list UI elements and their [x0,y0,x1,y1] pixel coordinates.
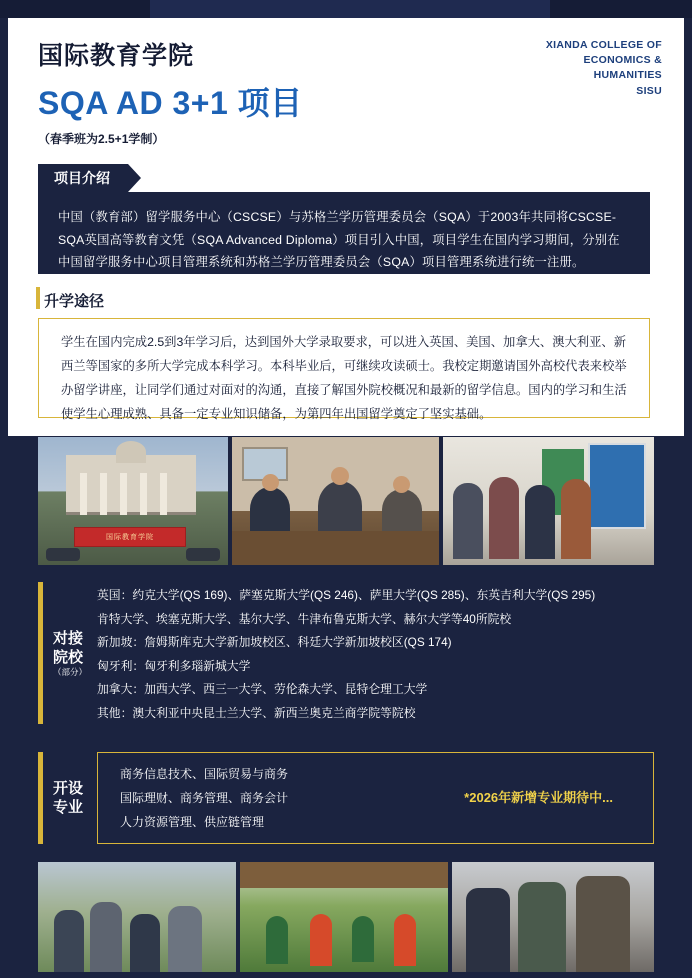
college-line-4: SISU [636,84,662,97]
page-title-cn: 国际教育学院 [38,42,195,70]
table-shape [232,531,439,565]
list-item: 人力资源管理、供应链管理 [120,815,265,829]
head-shape [262,474,279,491]
majors-label-text: 开设专业 [53,780,84,816]
car-shape [46,548,80,561]
college-name-block [546,38,662,99]
red-banner-shape [74,527,186,547]
students-talking-photo [452,862,654,972]
footer-strip [0,972,692,978]
top-strip-inner [150,0,550,18]
student-shape [561,479,591,559]
universities-label-text: 对接院校 [53,629,84,666]
page-title-en: SQA AD 3+1 项目 [38,85,303,121]
section-path-title: 升学途径 [44,293,105,310]
universities-label-note: （部分） [53,667,88,678]
section-path-body: 学生在国内完成2.5到3年学习后，达到国外大学录取要求，可以进入英国、美国、加拿大、澳大利亚、新西兰等国家的多所大学完成本科学习。本科毕业后，可继续攻读硕士。我校定期邀请国外高校代表来校举办留学讲座，让同学们通过对面对的沟通，直接了解国外院校概况和最新的留学信息。国内的学习和生活使学生心理成熟、具备一定专业知识储备，为第四年出国留学奠定了坚实基础。 [38,318,650,418]
player-shape [394,914,416,966]
player-shape [266,916,288,964]
person-shape [54,910,84,972]
majors-accent-bar [38,752,43,844]
section-universities [38,582,654,726]
list-item: 商务信息技术、国际贸易与商务 [120,767,289,781]
outdoor-activity-photo [38,862,236,972]
column-shape [120,473,127,515]
section-intro-ribbon: 项目介绍 [38,164,128,192]
list-item: 肯特大学、埃塞克斯大学、基尔大学、牛津布鲁克斯大学、赫尔大学等40所院校 [97,611,512,626]
list-item: 其他：澳大利亚中央昆士兰大学、新西兰奥克兰商学院等院校 [97,705,416,720]
player-shape [310,914,332,966]
section-intro-body: 中国（教育部）留学服务中心（CSCSE）与苏格兰学历管理委员会（SQA）于2003年共同将CSCSE-SQA英国高等教育文凭（SQA Advanced Diploma）项目引入中国，项目学生在国内学习期间，分别在中国留学服务中心项目管理系统和苏格兰学历管理委员会（SQA）项目管理系统进行统一注册。 [38,192,650,274]
section-majors [38,752,654,844]
football-match-photo [240,862,448,972]
college-line-3: HUMANITIES [593,69,662,82]
head-shape [331,467,349,485]
majors-label [53,752,87,844]
photo-row-top [38,437,654,565]
banner-text: 国际教育学院 [106,534,154,541]
person-shape [318,481,362,531]
majors-list [98,762,288,834]
person-shape [130,914,160,972]
universities-list [97,582,595,726]
column-shape [80,473,87,515]
college-line-1: XIANDA COLLEGE OF [545,39,662,51]
student-shape [489,477,519,559]
column-shape [100,473,107,515]
list-item: 英国：约克大学(QS 169)、萨塞克斯大学(QS 246)、萨里大学(QS 285)、东英吉利大学(QS 295) [97,588,596,602]
person-shape [518,882,566,972]
list-item: 匈牙利：匈牙利多瑙新城大学 [97,658,251,673]
head-shape [393,476,410,493]
poster-board-shape [588,443,646,529]
person-shape [466,888,510,972]
person-shape [576,876,630,972]
list-item: 国际理财、商务管理、商务会计 [120,791,289,805]
list-item: 加拿大：加西大学、西三一大学、劳伦森大学、昆特仑理工大学 [97,682,428,697]
pavilion-shape [240,862,448,888]
person-shape [90,902,122,972]
column-shape [140,473,147,515]
student-shape [453,483,483,559]
classroom-meeting-photo [232,437,439,565]
campus-building-photo [38,437,228,565]
dome-shape [116,441,146,463]
college-line-2: ECONOMICS & [583,54,662,67]
page-subtitle: （春季班为2.5+1学制） [38,132,165,146]
section-path-accent-bar [36,287,40,309]
universities-accent-bar [38,582,43,724]
students-exhibition-photo [443,437,654,565]
list-item: 新加坡：詹姆斯库克大学新加坡校区、科廷大学新加坡校区(QS 174) [97,635,452,650]
car-shape [186,548,220,561]
person-shape [168,906,202,972]
column-shape [160,473,167,515]
universities-label [53,582,87,724]
player-shape [352,916,374,962]
majors-box [97,752,654,844]
majors-note: *2026年新增专业期待中... [464,790,613,805]
person-shape [382,489,422,531]
person-shape [250,487,290,531]
student-shape [525,485,555,559]
photo-row-bottom [38,862,654,972]
